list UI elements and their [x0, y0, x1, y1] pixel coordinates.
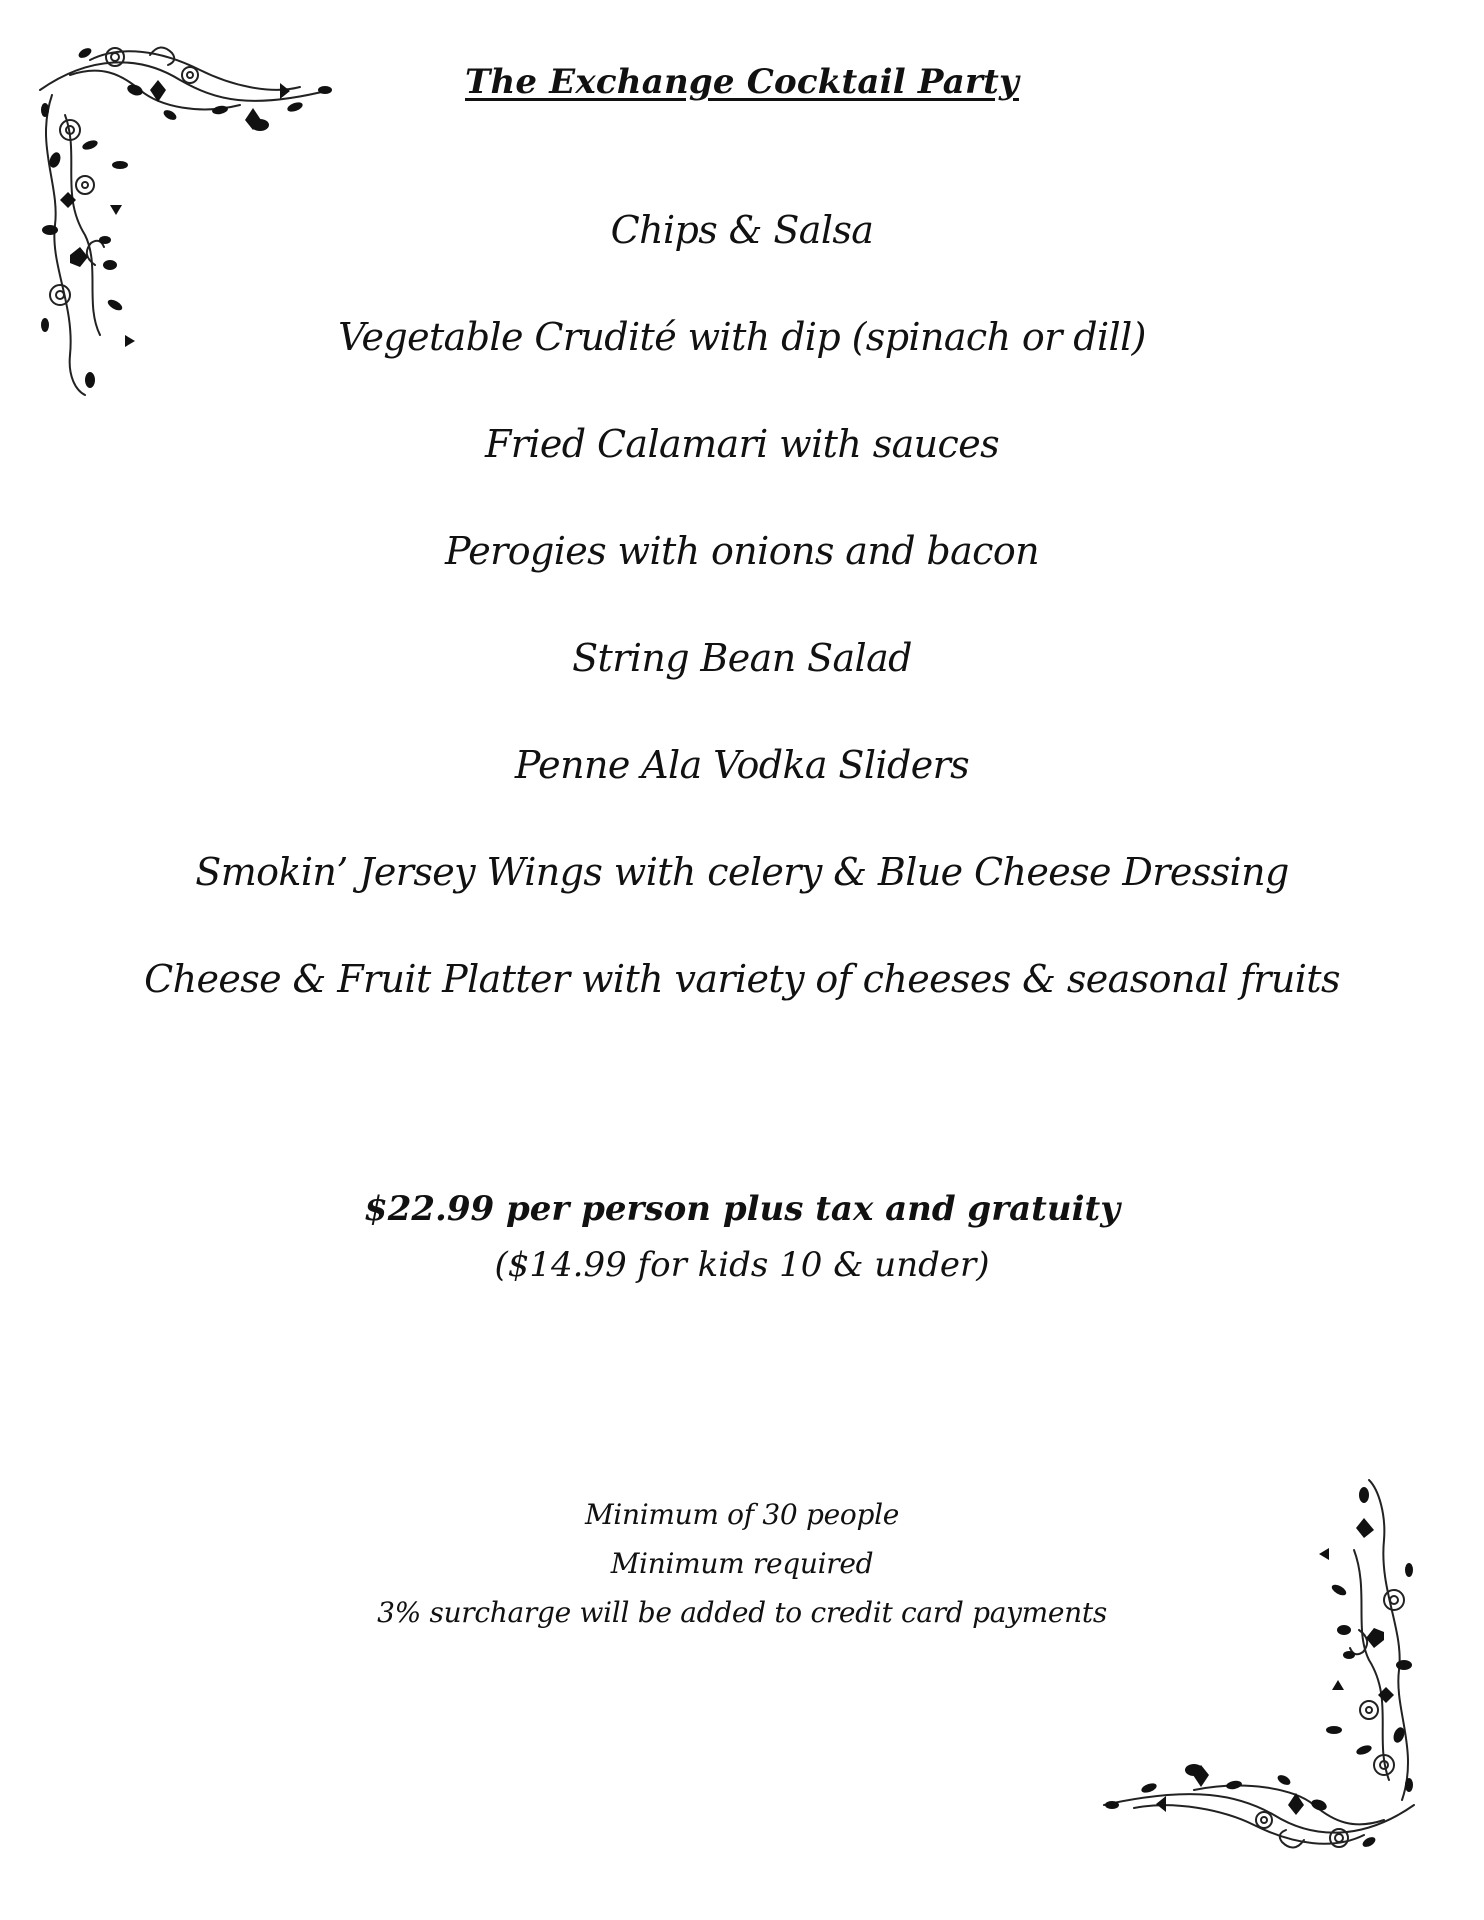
menu-item: Penne Ala Vodka Sliders: [514, 743, 970, 787]
terms-notes: [0, 1490, 1484, 1637]
menu-item: Chips & Salsa: [610, 208, 874, 252]
kids-price: ($14.99 for kids 10 & under): [494, 1245, 990, 1285]
menu-item-list: [0, 202, 1484, 1058]
menu-item: String Bean Salad: [572, 636, 912, 680]
menu-item: Fried Calamari with sauces: [484, 422, 999, 466]
menu-item: Vegetable Crudité with dip (spinach or dill): [338, 315, 1146, 359]
menu-item: Smokin’ Jersey Wings with celery & Blue Cheese Dressing: [195, 850, 1289, 894]
document-title: The Exchange Cocktail Party: [465, 62, 1019, 102]
note-line: Minimum of 30 people: [584, 1498, 900, 1531]
note-line: Minimum required: [610, 1547, 874, 1580]
price-per-person: $22.99 per person plus tax and gratuity: [364, 1189, 1120, 1229]
note-line: 3% surcharge will be added to credit card payments: [377, 1596, 1107, 1629]
menu-item: Cheese & Fruit Platter with variety of cheeses & seasonal fruits: [144, 957, 1340, 1001]
menu-item: Perogies with onions and bacon: [444, 529, 1040, 573]
